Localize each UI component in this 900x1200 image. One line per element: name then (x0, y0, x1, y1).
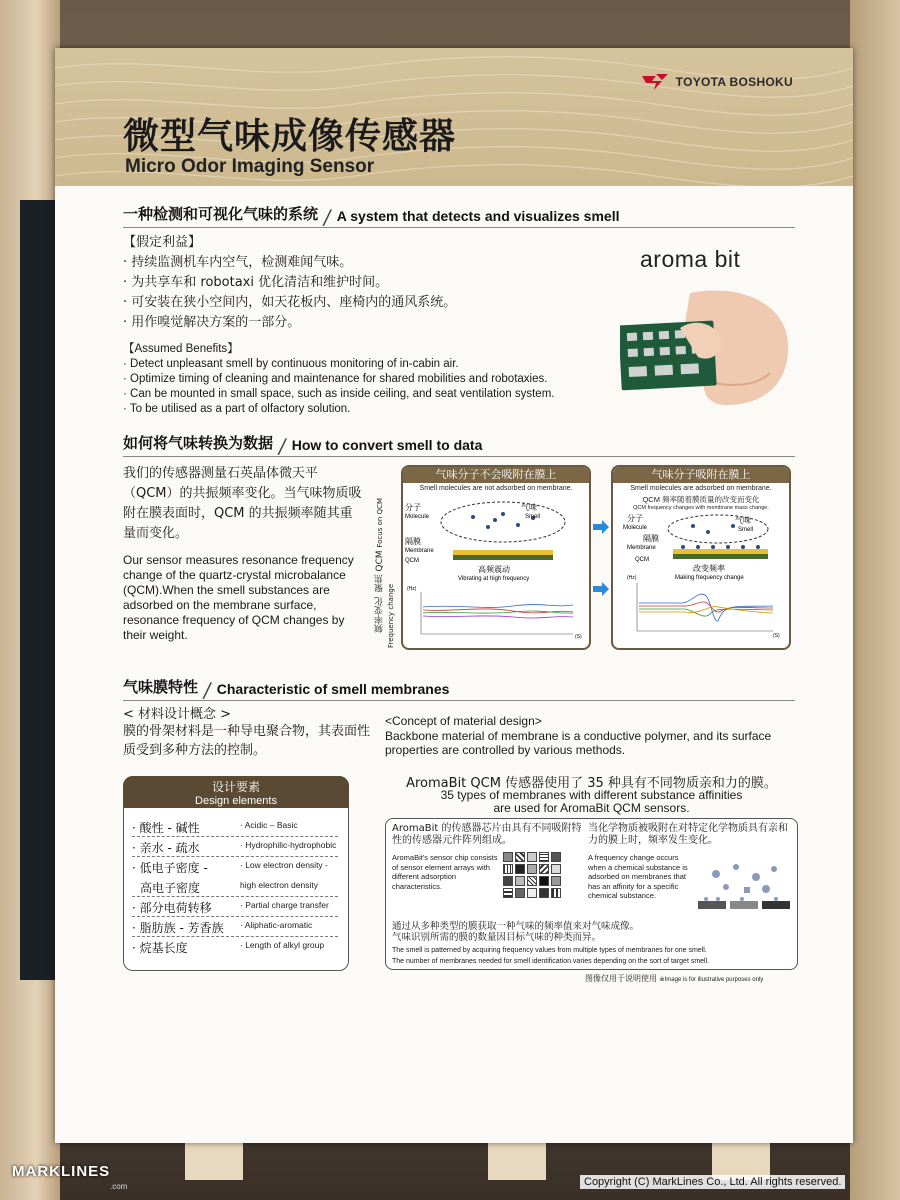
freq-change-label: 频率变化 Frequency change (375, 583, 395, 648)
design-title-cn: 设计要素 (211, 780, 260, 794)
benefits-en-title: 【Assumed Benefits】 (123, 343, 239, 355)
diagram-left-header: 气味分子不会吸附在膜上 (403, 467, 589, 483)
aromabit-chip-box (385, 818, 798, 970)
focus-qcm-label: 聚焦 QCM Focus on QCM (375, 498, 385, 593)
section2-heading-en: How to convert smell to data (291, 437, 483, 453)
section2-body-cn: 我们的传感器测量石英晶体微天平（QCM）的共振频率变化。当气味物质吸附在膜表面时，QCM 的共振频率随其重量而变化。 (123, 466, 362, 541)
section2-heading (123, 432, 795, 457)
svg-text:分子: 分子 (405, 503, 421, 512)
brand (640, 72, 793, 92)
stand-foot-left (185, 1140, 243, 1180)
poster (55, 48, 853, 1143)
stand-right-post (850, 0, 900, 1200)
side-labels (373, 488, 397, 648)
marklines-logo: MARKLINES (12, 1163, 111, 1180)
footnote: 图像仅用于说明使用 ※Image is for illustrative purposes only (585, 974, 764, 983)
svg-text:Making frequency change: Making frequency change (675, 575, 744, 581)
svg-text:Vibrating at high frequency: Vibrating at high frequency (458, 576, 530, 582)
svg-text:气味: 气味 (735, 516, 751, 525)
heading-slash: / (276, 434, 288, 458)
design-row: · 低电子密度 - · Low electron density - (132, 860, 328, 875)
copyright-notice: Copyright (C) MarkLines Co., Ltd. All rights reserved. (580, 1175, 845, 1189)
box-right-en: A frequency change occurs when a chemical substance is adsorbed on membranes that has an affinity for a specific chemical substance. (588, 853, 688, 900)
poster-header (55, 48, 853, 186)
aromabit-statement-en (385, 789, 798, 815)
benefits-cn-title: 【假定利益】 (123, 235, 202, 250)
diagram-right-graphic (613, 511, 789, 641)
box-left-en: AromaBit's sensor chip consists of sensor element arrays with different adsorption characteristics. (392, 853, 498, 891)
benefit-en-item: · Detect unpleasant smell by continuous monitoring of in-cabin air. (123, 358, 459, 370)
design-elements-box (123, 776, 349, 971)
svg-text:气味: 气味 (521, 503, 537, 512)
benefit-en-item: · To be utilised as a part of olfactory solution. (123, 403, 351, 415)
benefit-cn-item: · 持续监测机车内空气，检测难闻气味。 (123, 255, 353, 270)
svg-text:Molecule: Molecule (405, 514, 430, 520)
svg-text:Smell: Smell (525, 514, 541, 520)
box-left-cn: AromaBit 的传感器芯片由具有不同吸附特性的传感器元件阵列组成。 (392, 823, 582, 846)
design-row: 高电子密度 high electron density (132, 877, 338, 897)
brand-name: TOYOTA BOSHOKU (675, 75, 793, 89)
diagram-not-adsorbed (401, 465, 591, 650)
svg-text:Membrane: Membrane (405, 548, 434, 554)
concept-cn-title: < 材料设计概念 > (123, 707, 232, 722)
svg-text:改变频率: 改变频率 (693, 564, 725, 573)
benefit-cn-item: · 为共享车和 robotaxi 优化清洁和维护时间。 (123, 275, 389, 290)
benefit-cn-item: · 可安装在狭小空间内，如天花板内、座椅内的通风系统。 (123, 295, 457, 310)
heading-slash: / (321, 205, 333, 229)
box-bottom-en (392, 945, 796, 967)
design-row: · 亲水 - 疏水 · Hydrophilic-hydrophobic (132, 837, 338, 857)
design-row: · 酸性 - 碱性 · Acidic – Basic (132, 817, 338, 837)
svg-text:(S): (S) (773, 633, 780, 639)
benefits-en (123, 342, 643, 417)
concept-en-title: <Concept of material design> (385, 714, 542, 728)
stand-foot-mid (488, 1140, 546, 1180)
aromabit-en-line: are used for AromaBit QCM sensors. (493, 801, 690, 815)
concept-en-body: Backbone material of membrane is a conductive polymer, and its surface properties are controlled by various methods. (385, 729, 772, 757)
diagram-right-header: 气味分子吸附在膜上 (613, 467, 789, 483)
box-bottom-en-line: The number of membranes needed for smell identification varies depending on the sort of target smell. (392, 958, 710, 965)
aroma-bit-logo: aroma bit (640, 246, 741, 272)
svg-text:Molecule: Molecule (623, 525, 648, 531)
svg-text:高频震动: 高频震动 (478, 565, 510, 574)
box-bottom-cn (392, 921, 792, 943)
svg-text:QCM: QCM (405, 558, 419, 564)
design-row: · 部分电荷转移 · Partial charge transfer (132, 897, 338, 917)
title-chinese: 微型气味成像传感器 (123, 116, 457, 157)
design-row: · 烷基长度 · Length of alkyl group (132, 940, 325, 955)
diagram-adsorbed (611, 465, 791, 650)
svg-text:QCM: QCM (635, 557, 649, 563)
section1-heading-en: A system that detects and visualizes smell (336, 208, 620, 224)
title-english: Micro Odor Imaging Sensor (125, 156, 375, 177)
section1-heading-cn: 一种检测和可视化气味的系统 (123, 205, 319, 223)
box-bottom-cn-line: 气味识别所需的膜的数量因目标气味的种类而异。 (392, 932, 602, 943)
diagram-left-sub: Smell molecules are not adsorbed on membrane. (419, 485, 573, 492)
diagram-right-desc-en: QCM frequency changes with membrane mass change. (633, 505, 769, 511)
svg-text:分子: 分子 (627, 514, 643, 523)
section2-heading-cn: 如何将气味转换为数据 (123, 434, 274, 452)
design-row: · 脂肪族 - 芳香族 · Aliphatic-aromatic (132, 917, 338, 937)
benefit-en-item: · Optimize timing of cleaning and maintenance for shared mobilities and robotaxies. (123, 373, 548, 385)
benefits-cn (123, 233, 623, 333)
section3-heading-en: Characteristic of smell membranes (216, 681, 450, 697)
diagram-left-graphic (403, 492, 589, 642)
adsorption-illustration (696, 859, 794, 914)
svg-text:隔膜: 隔膜 (405, 537, 421, 546)
marklines-logo-sub: .com (110, 1182, 128, 1191)
aromabit-en-line: 35 types of membranes with different substance affinities (440, 788, 743, 802)
aromabit-statement-cn: AromaBit QCM 传感器使用了 35 种具有不同物质亲和力的膜。 (406, 776, 777, 791)
diagram-right-desc-cn: QCM 频率随着膜质量的改变而变化 (642, 495, 760, 504)
box-bottom-cn-line: 通过从多种类型的膜获取一种气味的频率值来对气味成像。 (392, 921, 640, 932)
concept-cn-body: 膜的骨架材料是一种导电聚合物，其表面性质受到多种方法的控制。 (123, 724, 371, 758)
design-title-en: Design elements (195, 795, 277, 807)
toyota-boshoku-logo-icon (640, 72, 670, 92)
box-right-cn: 当化学物质被吸附在对特定化学物质具有亲和力的膜上时，频率发生变化。 (588, 823, 788, 846)
arrow-right-icon (593, 582, 609, 596)
box-bottom-en-line: The smell is patterned by acquiring frequency values from multiple types of membranes for one smell. (392, 947, 707, 954)
benefit-cn-item: · 用作嗅觉解决方案的一部分。 (123, 315, 301, 330)
heading-slash: / (201, 678, 213, 702)
design-elements-header (123, 776, 349, 808)
diagram-right-sub: Smell molecules are adsorbed on membrane. (630, 485, 772, 492)
svg-text:Membrane: Membrane (627, 545, 656, 551)
sensor-array-grid (502, 851, 566, 899)
section1-heading (123, 203, 795, 228)
svg-text:(Hz): (Hz) (627, 575, 637, 581)
arrow-right-icon (593, 520, 609, 534)
section3-heading-cn: 气味膜特性 (123, 678, 199, 696)
svg-text:隔膜: 隔膜 (643, 534, 659, 543)
section3-heading (123, 676, 795, 701)
benefit-en-item: · Can be mounted in small space, such as inside ceiling, and seat ventilation system. (123, 388, 555, 400)
svg-text:(S): (S) (575, 634, 582, 640)
sensor-chip-in-hand-image (620, 283, 790, 408)
svg-text:Smell: Smell (738, 527, 754, 533)
svg-text:(Hz): (Hz) (407, 586, 417, 592)
stand-foot-right (712, 1140, 770, 1180)
section2-body-en: Our sensor measures resonance frequency change of the quartz-crystal microbalance (QCM).When the smell substances are adsorbed on the membrane surface, resonance frequency of QCM changes by their weight. (123, 553, 354, 642)
